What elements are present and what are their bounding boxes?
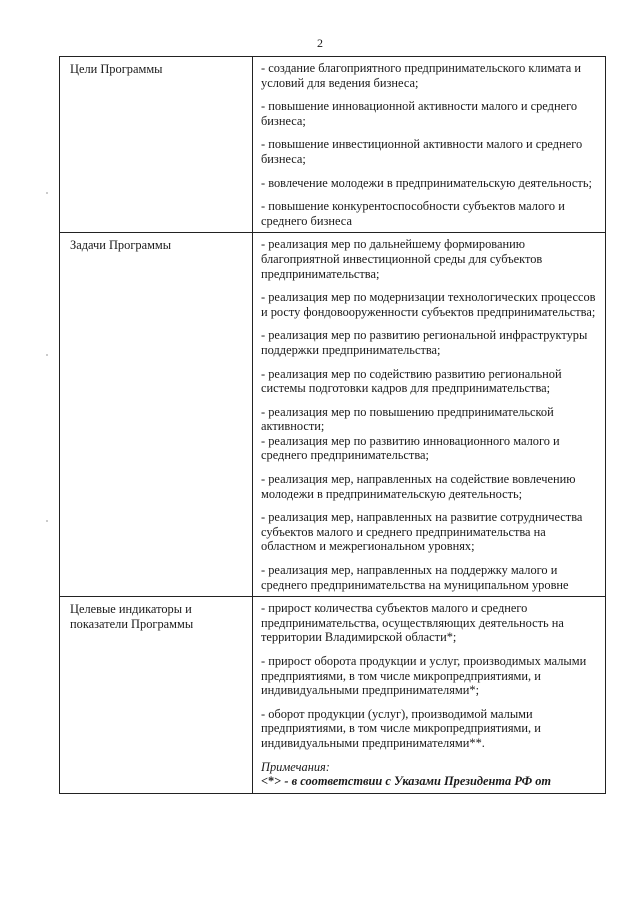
list-item: - прирост количества субъектов малого и среднего предпринимательства, осуществляющих деятельность на территории Владимирской области*;	[261, 601, 564, 645]
list-item: - реализация мер, направленных на поддержку малого и среднего предпринимательства на муниципальном уровне	[261, 563, 569, 592]
list-item: - реализация мер по повышению предпринимательской активности;	[261, 404, 554, 434]
scan-speck	[46, 192, 48, 194]
list-item: - повышение инновационной активности малого и среднего бизнеса;	[261, 99, 578, 128]
row-label-indicators: Целевые индикаторы и показатели Программы	[60, 597, 253, 794]
row-content-goals	[253, 57, 606, 233]
list-item: - прирост оборота продукции и услуг, производимых малыми предприятиями, в том числе микропредприятиями, и индивидуальными предпринимателями*;	[261, 654, 587, 698]
table-row-goals	[60, 57, 606, 233]
list-item: - повышение конкурентоспособности субъектов малого и среднего бизнеса	[261, 199, 565, 228]
page-number: 2	[317, 36, 323, 50]
list-item: - реализация мер по развитию инновационного малого и среднего предпринимательства;	[261, 433, 560, 463]
notes-mark: <*>	[261, 774, 282, 789]
list-item: - создание благоприятного предпринимательского климата и условий для ведения бизнеса;	[261, 61, 581, 90]
program-passport-table	[59, 56, 606, 794]
scan-speck	[46, 520, 48, 522]
list-item: - реализация мер, направленных на развитие сотрудничества субъектов малого и среднего предпринимательства на областном и межрегиональном уровнях;	[261, 510, 583, 554]
list-item: - оборот продукции (услуг), производимой малыми предприятиями, в том числе микропредприятиями, и индивидуальными предпринимателями**.	[261, 706, 541, 750]
list-item: - повышение инвестиционной активности малого и среднего бизнеса;	[261, 137, 583, 166]
row-label-tasks: Задачи Программы	[60, 233, 253, 597]
list-item: - реализация мер по дальнейшему формированию благоприятной инвестиционной среды для субъектов предпринимательства;	[261, 237, 543, 281]
table-row-indicators	[60, 597, 606, 794]
row-content-tasks	[253, 233, 606, 597]
list-item: - реализация мер по содействию развитию региональной системы подготовки кадров для предпринимательства;	[261, 366, 562, 396]
list-item: - реализация мер по развитию региональной инфраструктуры поддержки предпринимательства;	[261, 328, 588, 357]
list-item: - реализация мер по модернизации технологических процессов и росту фондовооруженности субъектов предпринимательства;	[261, 290, 596, 319]
notes-title: Примечания:	[261, 759, 330, 774]
list-item: - вовлечение молодежи в предпринимательскую деятельность;	[261, 175, 592, 190]
list-item: - реализация мер, направленных на содействие вовлечению молодежи в предпринимательскую деятельность;	[261, 472, 576, 501]
scan-speck	[46, 354, 48, 356]
notes-text	[261, 774, 599, 789]
notes-body: - в соответствии с Указами Президента РФ от	[281, 774, 552, 789]
row-content-indicators	[253, 597, 606, 794]
table-row-tasks	[60, 233, 606, 597]
row-label-goals: Цели Программы	[60, 57, 253, 233]
